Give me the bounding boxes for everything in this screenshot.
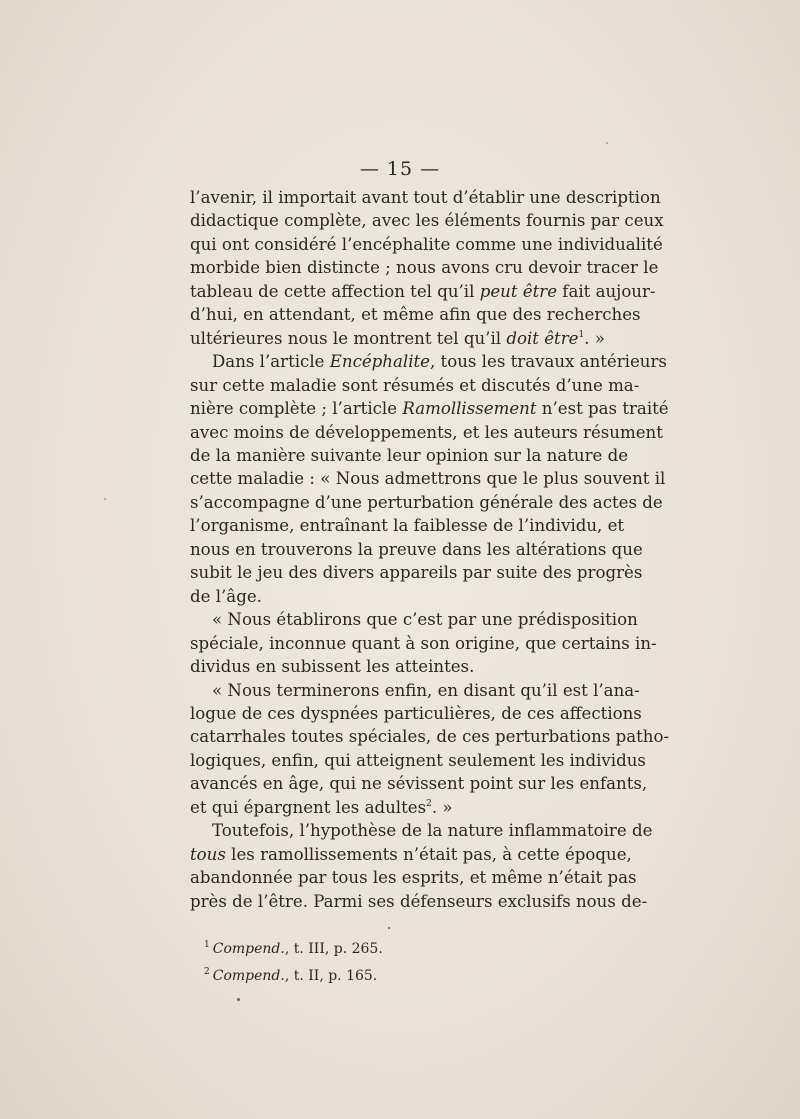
- page-number: — 15 —: [359, 158, 441, 180]
- text-line: Dans l’article Encéphalite, tous les travaux antérieurs: [212, 352, 667, 372]
- footnote-ref: , t. III, p. 265.: [284, 941, 383, 957]
- italic-phrase: peut être: [479, 281, 558, 301]
- paragraph-5: [190, 819, 653, 913]
- text-line: l’avenir, il importait avant tout d’établir une description: [190, 188, 661, 207]
- text-line: nière complète ; l’article Ramollissement n’est pas traité: [190, 399, 669, 419]
- paragraph-2: [190, 350, 669, 608]
- text-line: spéciale, inconnue quant à son origine, que certains in-: [190, 633, 657, 653]
- italic-phrase: Encéphalite: [329, 352, 430, 372]
- note-ref: 2: [426, 798, 432, 809]
- text-line: abandonnée par tous les esprits, et même n’était pas: [190, 868, 637, 888]
- text-line: morbide bien distincte ; nous avons cru devoir tracer le: [190, 258, 659, 278]
- text-line: tableau de cette affection tel qu’il peut être fait aujour-: [190, 281, 656, 301]
- italic-phrase: tous: [190, 844, 226, 864]
- footnote-mark: 1: [204, 940, 210, 950]
- body-text: [190, 186, 670, 913]
- paper-speck: [606, 142, 608, 144]
- text-line: catarrhales toutes spéciales, de ces perturbations patho-: [190, 727, 670, 747]
- text-line: didactique complète, avec les éléments fournis par ceux: [190, 211, 664, 231]
- paragraph-1: [190, 186, 664, 350]
- text-line: de la manière suivante leur opinion sur la nature de: [190, 445, 629, 465]
- text-line: près de l’être. Parmi ses défenseurs exclusifs nous de-: [190, 891, 648, 911]
- paper-speck: [237, 998, 240, 1001]
- note-ref: 1: [578, 329, 585, 340]
- text-line: avec moins de développements, et les auteurs résument: [190, 422, 663, 442]
- text-line: logue de ces dyspnées particulières, de ces affections: [190, 703, 642, 723]
- text-line: cette maladie : « Nous admettrons que le plus souvent il: [190, 469, 666, 489]
- text-line: et qui épargnent les adultes$^2$. »: [190, 797, 453, 817]
- footnotes: [204, 934, 604, 988]
- text-line: tous les ramollissements n’était pas, à cette époque,: [190, 844, 632, 864]
- footnote-source: Compend.: [212, 968, 285, 984]
- text-line: avancés en âge, qui ne sévissent point sur les enfants,: [190, 774, 648, 794]
- text-line: qui ont considéré l’encéphalite comme une individualité: [190, 234, 663, 254]
- text-line: d’hui, en attendant, et même afin que des recherches: [190, 305, 641, 325]
- text-line: Toutefois, l’hypothèse de la nature inflammatoire de: [212, 821, 653, 841]
- footnote: [204, 934, 604, 961]
- footnote-source: Compend.: [212, 941, 285, 957]
- text-line: nous en trouverons la preuve dans les altérations que: [190, 539, 643, 559]
- footnote: [204, 961, 604, 988]
- text-line: logiques, enfin, qui atteignent seulement les individus: [190, 750, 646, 770]
- paragraph-3: [190, 608, 657, 678]
- text-line: subit le jeu des divers appareils par suite des progrès: [190, 563, 643, 583]
- footnote-ref: , t. II, p. 165.: [284, 968, 378, 984]
- paper-speck: [388, 927, 390, 929]
- text-line: dividus en subissent les atteintes.: [190, 657, 475, 677]
- italic-phrase: Ramollissement: [402, 399, 537, 419]
- text-line: l’organisme, entraînant la faiblesse de l’individu, et: [190, 516, 625, 536]
- text-line: s’accompagne d’une perturbation générale des actes de: [190, 492, 663, 512]
- paragraph-4: [190, 679, 670, 820]
- text-line: sur cette maladie sont résumés et discutés d’une ma-: [190, 375, 640, 395]
- text-line: « Nous terminerons enfin, en disant qu’il est l’ana-: [212, 680, 640, 700]
- text-line: ultérieures nous le montrent tel qu’il doit être$^1$. »: [190, 328, 605, 348]
- paper-speck: [104, 498, 106, 500]
- italic-phrase: doit être: [506, 328, 579, 348]
- footnote-mark: 2: [204, 967, 210, 977]
- text-line: de l’âge.: [190, 586, 262, 606]
- text-line: « Nous établirons que c’est par une prédisposition: [212, 610, 638, 630]
